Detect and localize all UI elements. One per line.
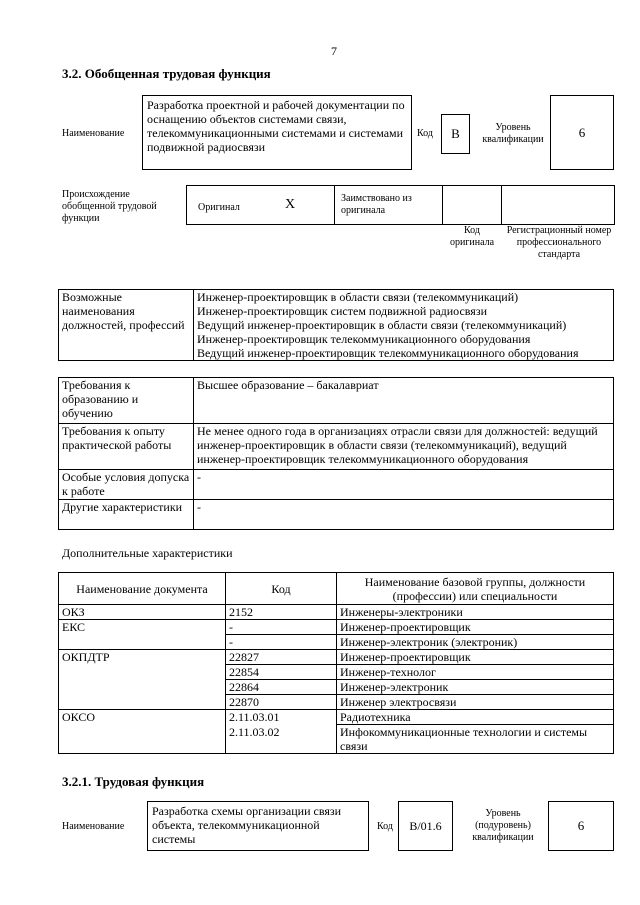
row-code: 22864: [226, 680, 337, 695]
original-label: Оригинал: [198, 202, 240, 213]
row-name: Инженер-проектировщик: [337, 650, 614, 665]
sub-name-value-box: [147, 801, 369, 851]
requirement-label: Другие характеристики: [59, 500, 194, 530]
sub-level-label: Уровень (подуровень) квалификации: [472, 808, 534, 843]
additional-title: Дополнительные характеристики: [62, 546, 233, 560]
sub-name-label: Наименование: [62, 821, 125, 832]
row-name: Инженер электросвязи: [337, 695, 614, 710]
row-name: Радиотехника: [337, 710, 614, 725]
row-code: 22854: [226, 665, 337, 680]
borrowed-label: Заимствовано из оригинала: [341, 193, 412, 216]
requirements-table: [58, 377, 614, 530]
sub-level-value: 6: [577, 818, 585, 833]
position-item: Инженер-проектировщик в области связи (телекоммуникаций): [197, 290, 519, 304]
row-name: Инженер-электроник (электроник): [337, 635, 614, 650]
origin-label: Происхождение обобщенной трудовой функции: [62, 189, 157, 224]
page-number: 7: [331, 44, 337, 58]
sub-name-value: Разработка схемы организации связи объекта, телекоммуникационной системы: [152, 804, 342, 846]
row-doc: [59, 725, 226, 754]
positions-table: [58, 289, 614, 361]
section-title: 3.2. Обобщенная трудовая функция: [62, 66, 271, 81]
row-doc: ЕКС: [59, 620, 226, 635]
requirement-label: Требования к образованию и обучению: [59, 378, 194, 424]
positions-label: Возможные наименования должностей, профессий: [59, 290, 194, 361]
code-value: B: [451, 126, 460, 141]
positions-list: [194, 290, 614, 361]
row-doc: [59, 665, 226, 680]
code-value-box: [441, 114, 470, 154]
code-original-caption: Код оригинала: [449, 225, 495, 248]
position-item: Ведущий инженер-проектировщик телекоммуникационного оборудования: [197, 346, 579, 360]
name-value: Разработка проектной и рабочей документации по оснащению объектов системами связи, телекоммуникационными системами и системами подвижной радиосвязи: [147, 98, 405, 154]
origin-divider-1: [334, 185, 335, 225]
reg-number-caption: Регистрационный номер профессионального стандарта: [506, 225, 612, 260]
origin-divider-2: [442, 185, 443, 225]
requirement-value: Высшее образование – бакалавриат: [194, 378, 614, 424]
row-name: Инженер-проектировщик: [337, 620, 614, 635]
row-name: Инфокоммуникационные технологии и системы связи: [337, 725, 614, 754]
row-doc: [59, 635, 226, 650]
code-label: Код: [417, 128, 433, 139]
level-label: Уровень квалификации: [482, 122, 544, 145]
name-value-box: [142, 95, 412, 170]
level-value: 6: [578, 124, 586, 140]
requirement-label: Требования к опыту практической работы: [59, 424, 194, 470]
row-code: 2.11.03.02: [226, 725, 337, 754]
level-value-box: [550, 95, 614, 170]
additional-table: [58, 572, 614, 754]
header-name: Наименование базовой группы, должности (профессии) или специальности: [337, 573, 614, 605]
row-doc: [59, 680, 226, 695]
sub-code-value: B/01.6: [409, 818, 442, 833]
row-code: 22827: [226, 650, 337, 665]
sub-code-value-box: [398, 801, 453, 851]
sub-code-label: Код: [377, 821, 393, 832]
row-name: Инженеры-электроники: [337, 605, 614, 620]
position-item: Инженер-проектировщик систем подвижной радиосвязи: [197, 304, 487, 318]
original-mark: X: [285, 197, 296, 212]
row-doc: [59, 695, 226, 710]
origin-divider-3: [501, 185, 502, 225]
header-code: Код: [226, 573, 337, 605]
subsection-title: 3.2.1. Трудовая функция: [62, 774, 205, 789]
requirement-value: -: [194, 500, 614, 530]
row-code: 22870: [226, 695, 337, 710]
row-name: Инженер-электроник: [337, 680, 614, 695]
name-label: Наименование: [62, 128, 125, 139]
header-document: Наименование документа: [59, 573, 226, 605]
row-name: Инженер-технолог: [337, 665, 614, 680]
row-doc: ОКЗ: [59, 605, 226, 620]
row-doc: ОКПДТР: [59, 650, 226, 665]
position-item: Ведущий инженер-проектировщик в области связи (телекоммуникаций): [197, 318, 567, 332]
row-code: 2152: [226, 605, 337, 620]
row-code: -: [226, 620, 337, 635]
requirement-value: Не менее одного года в организациях отрасли связи для должностей: ведущий инженер-проектировщик в области связи (телекоммуникаций), ведущий инженер-проектировщик телекоммуникационного оборудования: [194, 424, 614, 470]
requirement-label: Особые условия допуска к работе: [59, 470, 194, 500]
position-item: Инженер-проектировщик телекоммуникационного оборудования: [197, 332, 531, 346]
sub-level-value-box: [548, 801, 614, 851]
row-code: 2.11.03.01: [226, 710, 337, 725]
row-code: -: [226, 635, 337, 650]
requirement-value: -: [194, 470, 614, 500]
row-doc: ОКСО: [59, 710, 226, 725]
